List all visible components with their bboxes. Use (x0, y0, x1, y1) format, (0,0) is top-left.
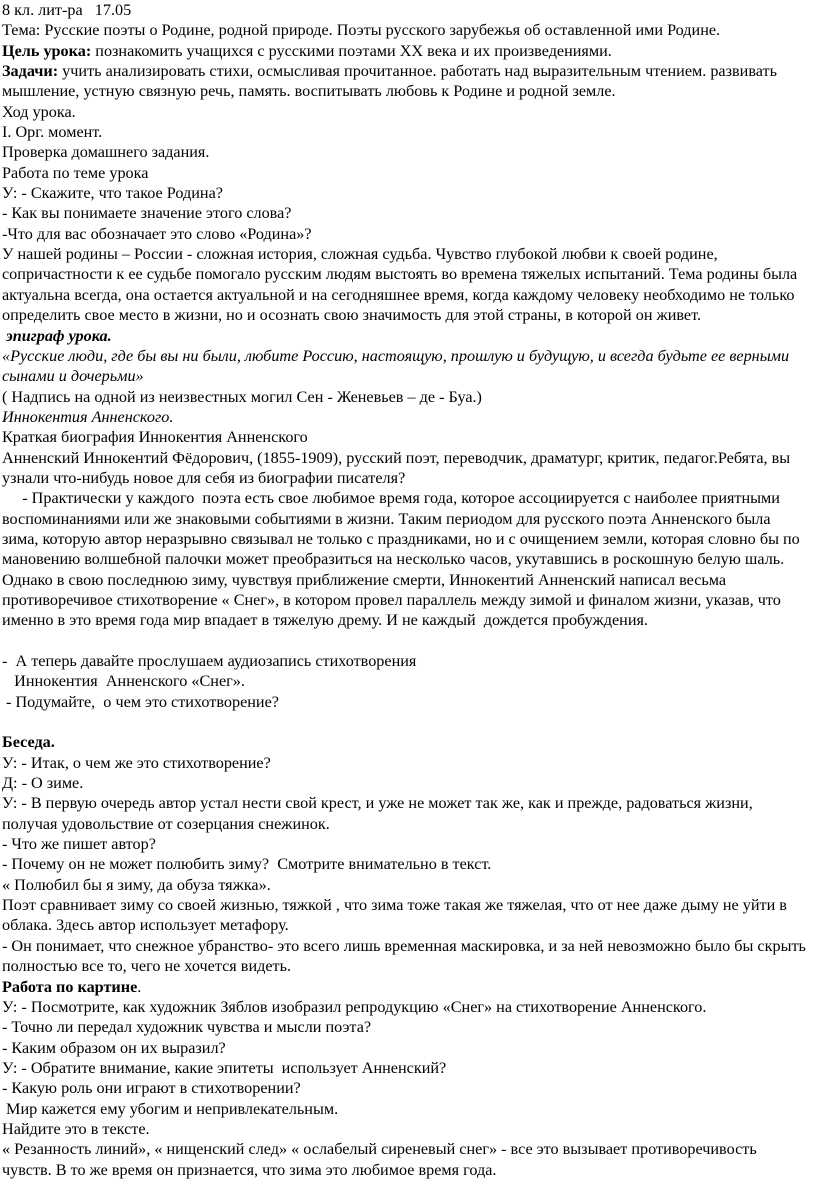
picture-work-heading (2, 977, 810, 997)
picture-line-1: У: - Посмотрите, как художник Зяблов изобразил репродукцию «Снег» на стихотворение Анненского. (2, 997, 707, 1016)
conversation-heading: Беседа. (2, 733, 55, 752)
tasks-label: Задачи: (2, 62, 59, 81)
conversation-line-4: - Что же пишет автор? (2, 835, 156, 854)
header-line: 8 кл. лит-ра 17.05 (2, 1, 132, 19)
question-2: - Как вы понимаете значение этого слова? (2, 204, 292, 223)
picture-line-8: « Резанность линий», « нищенский след» « ослабелый сиреневый снег» - все это вызывает противоречивость чувств. В то же время он признается, что зима это любимое время года. (2, 1140, 761, 1179)
conversation-line-5: - Почему он не может полюбить зиму? Смотрите внимательно в текст. (2, 855, 492, 874)
annensky-name: Иннокентия Анненского. (2, 407, 174, 426)
conversation-line-3: У: - В первую очередь автор устал нести свой крест, и уже не может так же, как и прежде, радоваться жизни, получая удовольствие от созерцания снежинок. (2, 794, 757, 833)
spacer (2, 712, 810, 732)
picture-line-5: - Какую роль они играют в стихотворении? (2, 1079, 301, 1098)
picture-line-3: - Каким образом он их выразил? (2, 1038, 226, 1057)
goal-label: Цель урока: (2, 41, 92, 60)
goal-text: познакомить учащихся с русскими поэтами XX века и их произведениями. (91, 41, 612, 60)
question-1: У: - Скажите, что такое Родина? (2, 184, 223, 203)
homework-check: Проверка домашнего задания. (2, 143, 210, 162)
topic-work: Работа по теме урока (2, 163, 149, 182)
conversation-line-2: Д: - О зиме. (2, 774, 84, 793)
biography-title: Краткая биография Иннокентия Анненского (2, 428, 308, 447)
tasks-text: учить анализировать стихи, осмысливая прочитанное. работать над выразительным чтением. развивать мышление, устную связную речь, память. воспитывать любовь к Родине и родной земле. (2, 62, 782, 101)
listen-line-2: Иннокентия Анненского «Снег». (2, 672, 245, 691)
spacer (2, 631, 810, 651)
russia-paragraph: У нашей родины – России - сложная история, сложная судьба. Чувство глубокой любви к своей родине, сопричастности к ее судьбе помогало русским людям выстоять во времена тяжелых испытаний. Тема родины была актуальна всегда, она остается актуальной и на сегодняшнее время, когда каждому человеку необходимо не только определить свое место в жизни, но и осознать свою значимость для этой страны, в которой он живет. (2, 245, 802, 325)
lesson-goal (2, 41, 810, 61)
conversation-quote: « Полюбил бы я зиму, да обуза тяжка». (2, 875, 271, 894)
picture-line-7: Найдите это в тексте. (2, 1119, 150, 1138)
biography-text: Анненский Иннокентий Фёдорович, (1855-1909), русский поэт, переводчик, драматург, критик, педагог.Ребята, вы узнали что-нибудь новое для себя из биографии писателя? (2, 448, 795, 487)
lesson-tasks (2, 61, 810, 102)
picture-work-dot: . (137, 977, 142, 996)
conversation-line-7: Поэт сравнивает зиму со своей жизнью, тяжкой , что зима тоже такая же тяжелая, что от нее даже дыму не уйти в облака. Здесь автор использует метафору. (2, 896, 791, 935)
listen-line-1: - А теперь давайте прослушаем аудиозапись стихотворения (2, 652, 417, 670)
conversation-line-1: У: - Итак, о чем же это стихотворение? (2, 753, 271, 772)
epigraph-label: эпиграф урока. (2, 326, 112, 345)
course-heading: Ход урока. (2, 102, 76, 121)
epigraph-source: ( Надпись на одной из неизвестных могил Сен - Женевьев – де - Буа.) (2, 387, 482, 406)
org-moment: I. Орг. момент. (2, 123, 103, 142)
winter-paragraph: - Практически у каждого поэта есть свое любимое время года, которое ассоциируется с наиболее приятными воспоминаниями или же знаковыми событиями в жизни. Таким периодом для русского поэта Анненского была зима, которую автор неразрывно связывал не только с праздниками, но и с очищением земли, которая словно бы по мановению волшебной палочки может преобразиться на несколько часов, укутавшись в роскошную белую шаль. (2, 489, 804, 569)
question-3: -Что для вас обозначает это слово «Родина»? (2, 224, 312, 243)
lesson-topic: Тема: Русские поэты о Родине, родной природе. Поэты русского зарубежья об оставленной ими Родине. (2, 21, 721, 40)
picture-line-6: Мир кажется ему убогим и непривлекательным. (2, 1099, 339, 1118)
picture-line-4: У: - Обратите внимание, какие эпитеты использует Анненский? (2, 1058, 447, 1077)
conversation-line-8: - Он понимает, что снежное убранство- это всего лишь временная маскировка, и за ней невозможно было бы скрыть полностью все то, чего не хочется видеть. (2, 936, 810, 976)
picture-work-label: Работа по картине (2, 977, 138, 996)
listen-line-3: - Подумайте, о чем это стихотворение? (2, 692, 279, 711)
epigraph-text: «Русские люди, где бы вы ни были, любите Россию, настоящую, прошлую и будущую, и всегда будьте ее верными сынами и дочерьми» (2, 346, 794, 386)
picture-line-2: - Точно ли передал художник чувства и мысли поэта? (2, 1018, 372, 1037)
last-winter-paragraph: Однако в свою последнюю зиму, чувствуя приближение смерти, Иннокентий Анненский написал весьма противоречивое стихотворение « Снег», в котором провел параллель между зимой и финалом жизни, указав, что именно в это время года мир впадает в тяжелую дрему. И не каждый дождется пробуждения. (2, 570, 785, 630)
